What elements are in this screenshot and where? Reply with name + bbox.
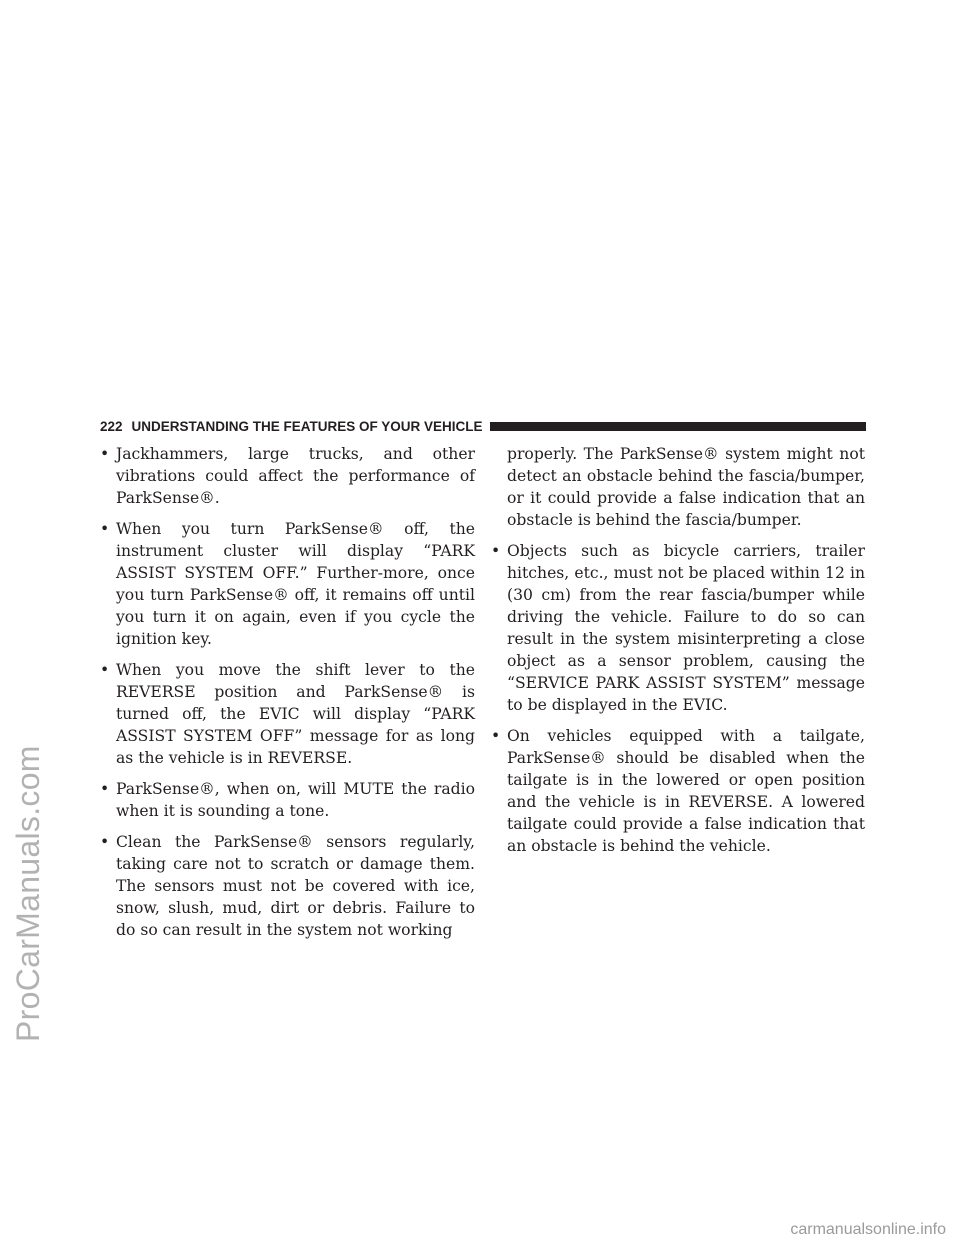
list-item — [100, 443, 475, 509]
list-item-text: Objects such as bicycle carriers, trailer hitches, etc., must not be placed within 12 in (30 cm) from the rear fascia/bumper while driving the vehicle. Failure to do so can result in the system misinterpreting a close object as a sensor problem, causing the “SERVICE PARK ASSIST SYSTEM” message to be displayed in the EVIC. — [507, 542, 865, 714]
watermark-text: ProCarManuals.com — [10, 745, 46, 1042]
list-item-text: Jackhammers, large trucks, and other vibrations could affect the performance of ParkSense®. — [116, 445, 475, 507]
continuation-text: properly. The ParkSense® system might not detect an obstacle behind the fascia/bumper, or it could provide a false indication that an obstacle is behind the fascia/bumper. — [507, 445, 865, 529]
list-item — [100, 831, 475, 941]
list-item — [491, 540, 865, 716]
page-number: 222 — [100, 418, 123, 434]
list-item-text: When you move the shift lever to the REVERSE position and ParkSense® is turned off, the EVIC will display “PARK ASSIST SYSTEM OFF” message for as long as the vehicle is in REVERSE. — [116, 661, 475, 767]
bullet-icon: • — [100, 833, 110, 851]
list-item-text: On vehicles equipped with a tailgate, ParkSense® should be disabled when the tailgate is in the lowered or open position and the vehicle is in REVERSE. A lowered tailgate could provide a false indication that an obstacle is behind the vehicle. — [507, 727, 865, 855]
list-item-text: Clean the ParkSense® sensors regularly, taking care not to scratch or damage them. The sensors must not be covered with ice, snow, slush, mud, dirt or debris. Failure to do so can result in the system not working — [116, 833, 475, 939]
bullet-icon: • — [491, 727, 501, 745]
list-item-text: ParkSense®, when on, will MUTE the radio when it is sounding a tone. — [116, 780, 475, 820]
bullet-icon: • — [100, 520, 110, 538]
list-item — [100, 659, 475, 769]
page-header — [100, 417, 866, 435]
left-column — [100, 443, 475, 950]
bullet-icon: • — [100, 661, 110, 679]
list-item — [100, 518, 475, 650]
bullet-icon: • — [100, 780, 110, 798]
list-item-text: When you turn ParkSense® off, the instrument cluster will display “PARK ASSIST SYSTEM OFF.” Further-more, once you turn ParkSense® off, it remains off until you turn it on again, even if you cycle the ignition key. — [116, 520, 475, 648]
section-title: UNDERSTANDING THE FEATURES OF YOUR VEHICLE — [131, 418, 483, 434]
right-column — [491, 443, 865, 866]
list-item — [491, 725, 865, 857]
list-item — [100, 778, 475, 822]
bullet-icon: • — [491, 542, 501, 560]
header-rule — [490, 422, 866, 431]
footer-watermark[interactable]: carmanualsonline.info — [790, 1221, 946, 1238]
bullet-icon: • — [100, 445, 110, 463]
